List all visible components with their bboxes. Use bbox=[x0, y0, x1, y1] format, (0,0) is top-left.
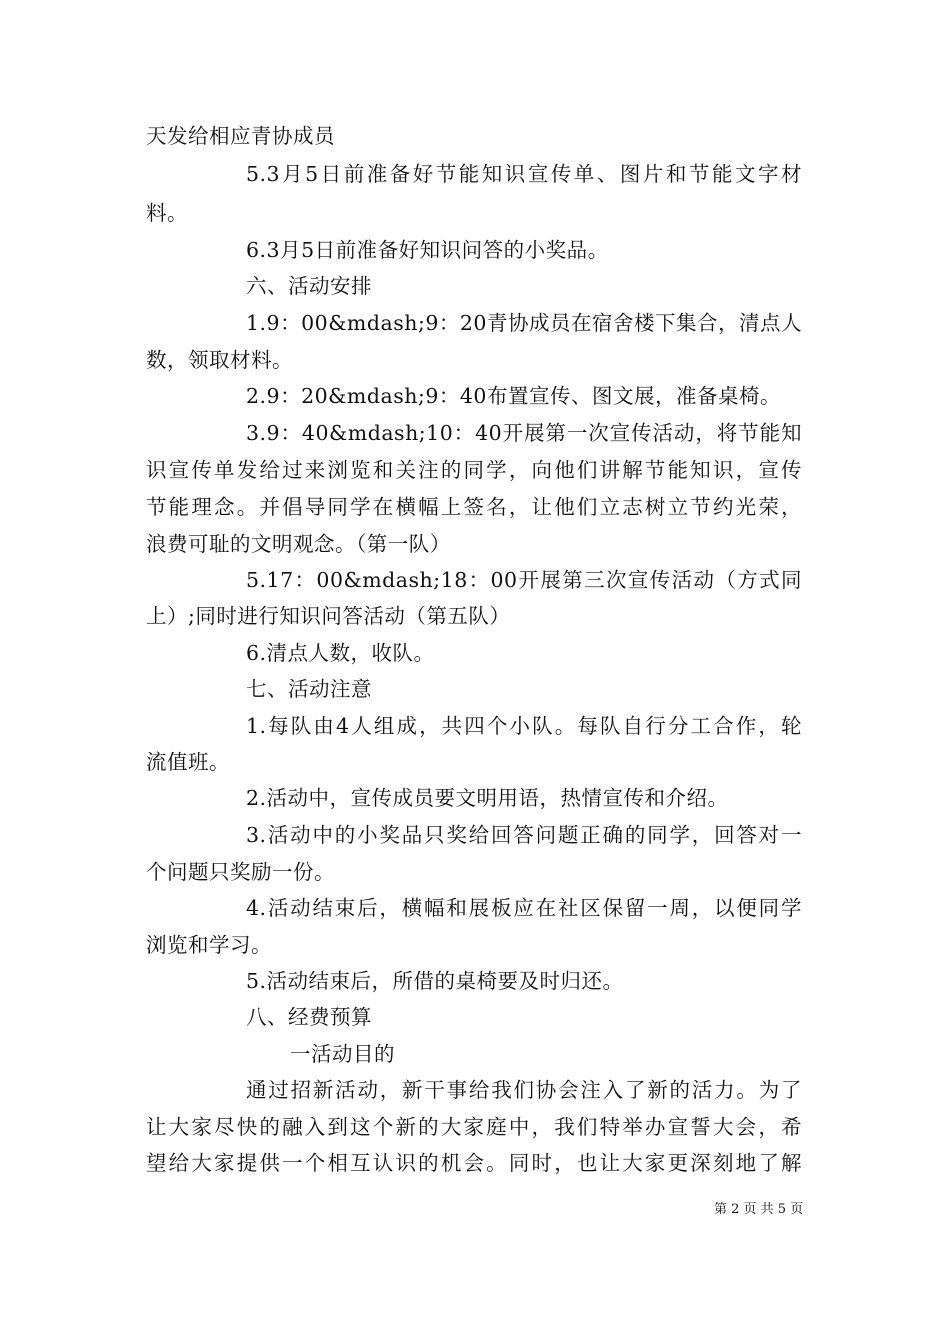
text-line: 节能理念。并倡导同学在横幅上签名，让他们立志树立节约光荣， bbox=[146, 495, 802, 519]
page-number-footer: 第 2 页 共 5 页 bbox=[714, 1202, 804, 1217]
text-line: 3.活动中的小奖品只奖给回答问题正确的同学，回答对一 bbox=[246, 823, 802, 847]
text-line: 流值班。 bbox=[146, 750, 230, 774]
text-line: 通过招新活动，新干事给我们协会注入了新的活力。为了 bbox=[246, 1078, 802, 1102]
text-line: 料。 bbox=[146, 201, 188, 225]
text-line: 天发给相应青协成员 bbox=[146, 124, 335, 148]
text-line: 2.9：20&mdash;9：40布置宣传、图文展，准备桌椅。 bbox=[246, 384, 781, 408]
text-line: 1.每队由4人组成，共四个小队。每队自行分工合作，轮 bbox=[246, 714, 802, 738]
text-line: 上）;同时进行知识问答活动（第五队） bbox=[146, 604, 511, 628]
text-line: 2.活动中，宣传成员要文明用语，热情宣传和介绍。 bbox=[246, 786, 729, 810]
text-line: 数，领取材料。 bbox=[146, 348, 293, 372]
section-heading: 六、活动安排 bbox=[246, 274, 372, 298]
text-line: 识宣传单发给过来浏览和关注的同学，向他们讲解节能知识，宣传 bbox=[146, 458, 802, 482]
text-line: 个问题只奖励一份。 bbox=[146, 860, 335, 884]
text-line: 5.17：00&mdash;18：00开展第三次宣传活动（方式同 bbox=[246, 568, 802, 592]
text-line: 4.活动结束后，横幅和展板应在社区保留一周，以便同学 bbox=[246, 896, 802, 920]
text-line: 让大家尽快的融入到这个新的大家庭中，我们特举办宣誓大会，希 bbox=[146, 1115, 802, 1139]
section-heading: 八、经费预算 bbox=[246, 1005, 372, 1029]
text-line: 6.清点人数，收队。 bbox=[246, 641, 435, 665]
section-heading: 七、活动注意 bbox=[246, 677, 372, 701]
text-line: 5.活动结束后，所借的桌椅要及时归还。 bbox=[246, 969, 624, 993]
text-line: 望给大家提供一个相互认识的机会。同时，也让大家更深刻地了解 bbox=[146, 1151, 802, 1175]
text-line: 3.9：40&mdash;10：40开展第一次宣传活动，将节能知 bbox=[246, 421, 802, 445]
text-line: 浏览和学习。 bbox=[146, 933, 272, 957]
text-line: 6.3月5日前准备好知识问答的小奖品。 bbox=[246, 238, 609, 262]
text-line: 5.3月5日前准备好节能知识宣传单、图片和节能文字材 bbox=[246, 162, 802, 186]
text-line: 浪费可耻的文明观念。（第一队） bbox=[146, 532, 451, 556]
section-heading: 一活动目的 bbox=[290, 1042, 395, 1066]
text-line: 1.9：00&mdash;9：20青协成员在宿舍楼下集合，清点人 bbox=[246, 311, 802, 335]
